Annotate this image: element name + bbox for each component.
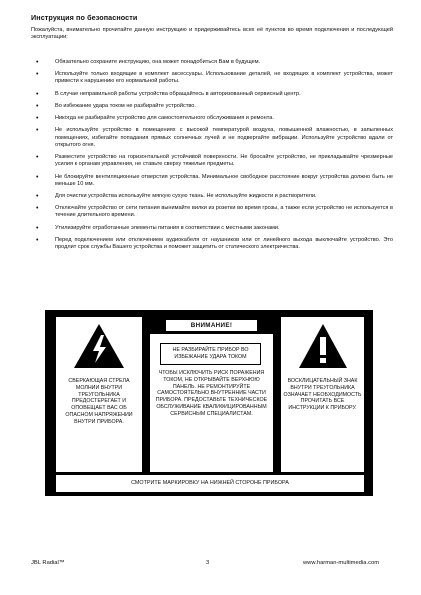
website-link[interactable]: www.harman-multimedia.com [303,560,380,566]
caution-panel [150,317,273,472]
caution-body [150,334,273,472]
warning-box [45,310,373,496]
list-item: • Утилизируйте отработанные элементы питания в соответствии с местными законами. [36,224,280,232]
bullet-icon: • [36,173,39,181]
list-item: • В случае неправильной работы устройства обращайтесь в авторизованный сервисный центр. [36,90,301,98]
list-item: • Не блокируйте вентиляционные отверстия устройства. Минимальное свободное расстояние вокруг устройства должно быть не меньше 10 мм. [36,173,393,187]
bullet-icon: • [36,71,39,79]
list-item: • Никогда не разбирайте устройство для самостоятельного обслуживания и ремонта. [36,115,274,123]
page-title: Инструкция по безопасности [31,13,138,22]
list-item: • Не используйте устройство в помещениях с высокой температурой воздуха, повышенной влажностью, в запыленных помещениях, избегайте попадания прямых солнечных лучей и не подвергайте вибрации. Используйте устройство вдали от открытого огня. [36,127,393,148]
list-item: • Используйте только входящие в комплект аксессуары. Использование деталей, не входящих в комплект устройства, может привести к нарушению его нормальной работы. [36,71,393,85]
bullet-icon: • [36,224,39,232]
lightning-panel [56,317,142,472]
intro-paragraph: Пожалуйста, внимательно прочитайте данную инструкцию и придерживайтесь всех её пунктов во время подключения и последующей эксплуатации: [31,27,393,41]
bullet-icon: • [36,59,39,66]
list-item: • Во избежание удара током не разбирайте устройство. [36,102,196,110]
exclamation-panel [281,317,364,472]
bullet-icon: • [36,127,39,135]
bullet-icon: • [36,192,39,200]
list-item: • Отключайте устройство от сети питания вынимайте вилки из розетки во время грозы, а также если устройство не используется в течение длительного времени. [36,205,393,219]
list-item: • Для очистки устройства используйте мягкую сухую ткань. Не используйте жидкости и растворители. [36,192,317,200]
do-not-disassemble-label: НЕ РАЗБИРАЙТЕ ПРИБОР ВО ИЗБЕЖАНИЕ УДАРА ТОКОМ [160,343,261,365]
brand-footer: JBL Radial™ [31,560,65,566]
bottom-marking-note: СМОТРИТЕ МАРКИРОВКУ НА НИЖНЕЙ СТОРОНЕ ПРИБОРА [56,475,364,492]
bullet-icon: • [36,115,39,123]
exclamation-warning-icon [298,323,348,369]
warning-header: ВНИМАНИЕ! [166,320,257,331]
lightning-warning-icon [73,323,125,369]
list-item: • Перед подключением или отключением аудиокабеля от наушников или от линейного выхода выключайте устройство. Это продлит срок службы Вашего устройства и поможет защитить от статического электричества. [36,236,393,251]
page-number: 3 [206,560,210,566]
bullet-icon: • [36,205,39,213]
caution-text: ЧТОБЫ ИСКЛЮЧИТЬ РИСК ПОРАЖЕНИЯ ТОКОМ, НЕ ОТКРЫВАЙТЕ ВЕРХНЮЮ ПАНЕЛЬ. НЕ РЕМОНТИРУЙТЕ САМОСТОЯТЕЛЬНО ВНУТРЕННИЕ ЧАСТИ ПРИБОРА. ПРЕДОСТАВЬТЕ ТЕХНИЧЕСКОЕ ОБСЛУЖИВАНИЕ КВАЛИФИЦИРОВАННЫМ СЕРВИСНЫМ СПЕЦИАЛИСТАМ. [155,370,268,417]
bullet-icon: • [36,154,39,162]
lightning-caption: СВЕРКАЮЩАЯ СТРЕЛА МОЛНИИ ВНУТРИ ТРЕУГОЛЬНИКА ПРЕДОСТЕРЕГАЕТ И ОПОВЕЩАЕТ ВАС ОБ ОПАСНОМ НАПРЯЖЕНИИ ВНУТРИ ПРИБОРА. [65,378,133,425]
safety-list [31,59,393,256]
list-item: • Обязательно сохраните инструкцию, она может понадобиться Вам в будущем. [36,59,261,66]
exclamation-caption: ВОСКЛИЦАТЕЛЬНЫЙ ЗНАК ВНУТРИ ТРЕУГОЛЬНИКА ОЗНАЧАЕТ НЕОБХОДИМОСТЬ ПРОЧИТАТЬ ВСЕ ИНСТРУКЦИИ К ПРИБОРУ. [283,378,362,412]
bullet-icon: • [36,90,39,98]
list-item: • Разместите устройство на горизонтальной устойчивой поверхности. Не бросайте устройство, не прикладывайте чрезмерные усилия к органам управления, не ставьте сверху тяжелые предметы. [36,154,393,168]
bullet-icon: • [36,236,39,244]
bullet-icon: • [36,102,39,110]
